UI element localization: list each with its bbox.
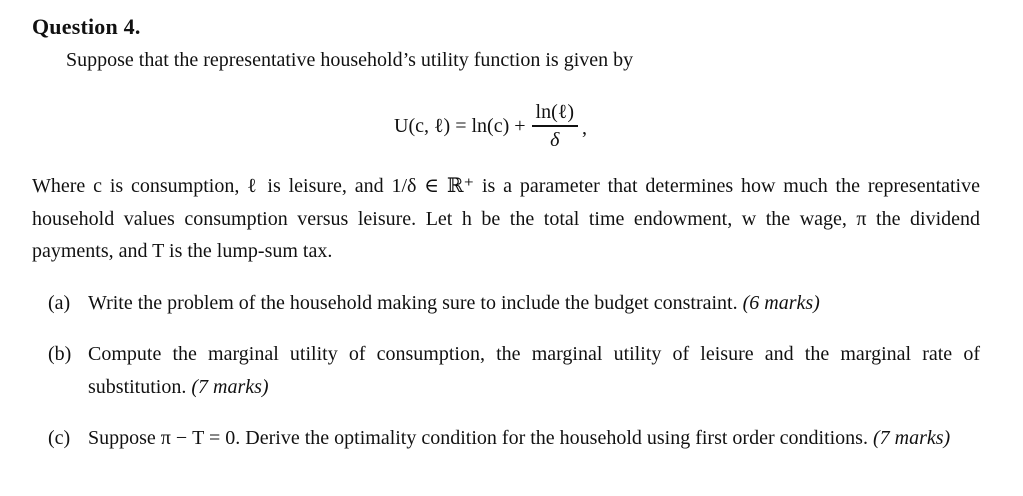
equation-comma: , <box>582 116 588 139</box>
fraction-numerator: ln(ℓ) <box>535 101 575 124</box>
part-c-label: (c) <box>48 427 71 449</box>
part-c-text: Suppose π − T = 0. Derive the optimality condition for the household using first order conditions. <box>88 427 868 449</box>
question-heading: Question 4. <box>32 14 141 39</box>
equation-fraction <box>532 101 578 150</box>
part-a-label: (a) <box>48 292 71 314</box>
utility-equation <box>394 96 587 156</box>
part-a-marks: (6 marks) <box>742 292 820 314</box>
part-b-text: Compute the marginal utility of consumption, the marginal utility of leisure and the marginal rate of substitution. <box>88 343 980 398</box>
intro-sentence: Suppose that the representative household’s utility function is given by <box>66 49 634 71</box>
part-c-body <box>88 422 980 455</box>
equation-lhs: U(c, ℓ) = ln(c) + <box>394 114 526 137</box>
part-b-marks: (7 marks) <box>191 375 269 398</box>
part-b-body <box>88 338 980 403</box>
part-a-body <box>88 287 980 320</box>
part-b-label: (b) <box>48 343 72 365</box>
fraction-denominator: δ <box>550 128 560 151</box>
definitions-paragraph: Where c is consumption, ℓ is leisure, and 1/δ ∈ ℝ⁺ is a parameter that determines how much the representative household values consumption versus leisure. Let h be the total time endowment, w the wage, π the dividend payments, and T is the lump-sum tax. <box>32 175 980 262</box>
part-c-marks: (7 marks) <box>872 427 951 449</box>
part-a-text: Write the problem of the household making sure to include the budget constraint. <box>88 292 738 314</box>
